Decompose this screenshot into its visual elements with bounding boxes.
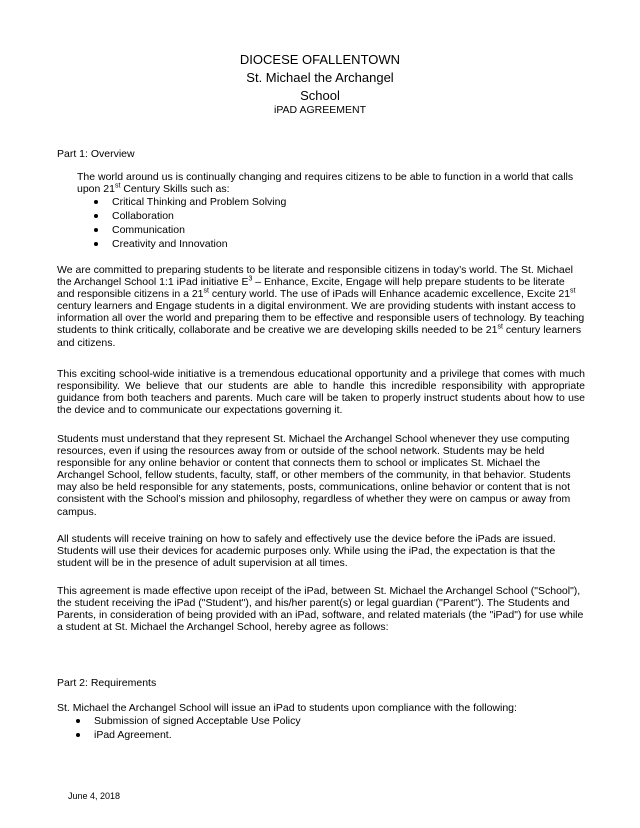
- part1-heading: Part 1: Overview: [57, 148, 135, 160]
- diocese-title: DIOCESE OFALLENTOWN: [239, 52, 401, 67]
- list-item: Critical Thinking and Problem Solving: [92, 195, 286, 209]
- list-item: Collaboration: [92, 209, 286, 223]
- responsibility-paragraph: Students must understand that they represent St. Michael the Archangel School whenever they use computing resources, even if using the resources away from or outside of the school network. Students may be held responsible for any online behavior or content that connects them to school or implicates St. Michael the Archangel School, fellow students, faculty, staff, or other members of the community, in that behavior. Students may also be held responsible for any statements, posts, communications, online behavior or content that is not consistent with the School’s mission and philosophy, regardless of whether they were on campus or away from campus.: [57, 433, 571, 518]
- list-item: Creativity and Innovation: [92, 237, 286, 251]
- initiative-paragraph: This exciting school-wide initiative is a tremendous educational opportunity and a privilege that comes with much responsibility. We believe that our students are able to handle this incredible responsibility with appropriate guidance from both teachers and parents. Much care will be taken to properly instruct students about how to use the device and to communicate our expectations governing it.: [57, 368, 585, 417]
- commitment-paragraph: We are committed to preparing students to be literate and responsible citizens in today’s world. The St. Michael the Archangel School 1:1 iPad initiative $E^3$ – Enhance, Excite, Engage will help prepare students to be literate and responsible citizens in a 21st century world. The use of iPads will Enhance academic excellence, Excite 21st century learners and Engage students in a digital environment. We are providing students with instant access to information all over the world and preparing them to be effective and responsible users of technology. By teaching students to think critically, collaborate and be creative we are developing skills needed to be 21st century learners and citizens.: [57, 264, 585, 349]
- document-title: iPAD AGREEMENT: [274, 104, 366, 116]
- training-paragraph: All students will receive training on how to safely and effectively use the device before the iPads are issued. Students will use their devices for academic purposes only. While using the iPad, the expectation is that the student will be in the presence of adult supervision at all times.: [57, 533, 556, 570]
- list-item: Submission of signed Acceptable Use Policy: [74, 714, 301, 728]
- skills-list: [92, 195, 286, 251]
- list-item: iPad Agreement.: [74, 728, 301, 742]
- part2-intro: St. Michael the Archangel School will issue an iPad to students upon compliance with the following:: [57, 702, 517, 714]
- requirements-list: [74, 714, 301, 742]
- school-name-line2: School: [300, 88, 340, 103]
- agreement-paragraph: This agreement is made effective upon receipt of the iPad, between St. Michael the Archangel School ("School"), the student receiving the iPad ("Student"), and his/her parent(s) or legal guardian ("Parent"). The Students and Parents, in consideration of being provided with an iPad, software, and related materials (the "iPad") for use while a student at St. Michael the Archangel School, hereby agree as follows:: [57, 585, 584, 634]
- part2-heading: Part 2: Requirements: [57, 677, 157, 689]
- part1-intro: The world around us is continually changing and requires citizens to be able to function in a world that calls upon 21st Century Skills such as:: [77, 171, 574, 196]
- footer-date: June 4, 2018: [68, 791, 121, 801]
- school-name-line1: St. Michael the Archangel: [246, 70, 394, 85]
- list-item: Communication: [92, 223, 286, 237]
